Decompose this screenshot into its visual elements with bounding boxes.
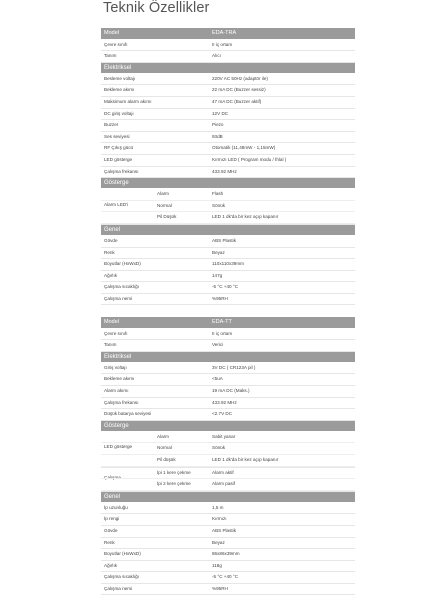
row-value: Sönük (212, 445, 226, 451)
row-value: -5 °C +40 °C (212, 574, 239, 580)
row-key: Boyutlar (HxWxD) (104, 551, 141, 557)
row-key: DC giriş voltajı (104, 110, 134, 116)
row-key: Maksimum alarm akımı (104, 98, 152, 104)
row-value: 12V DC (212, 110, 229, 116)
row-value: 433.92 MHz (212, 399, 237, 405)
row-key: Ağırlık (104, 562, 118, 568)
table-row (101, 526, 355, 538)
row-value: 47 mA DC (Buzzer aktif) (212, 98, 262, 104)
row-value: II iç ortam (212, 41, 233, 47)
table-row (101, 329, 355, 341)
row-key: Çalışma sıcaklığı (104, 574, 139, 580)
row-value: Otomatik (11,48mW - 1,15mW) (212, 145, 276, 151)
row-value: Sabit yanar (212, 433, 236, 439)
table-row (101, 143, 355, 155)
table-row (101, 386, 355, 398)
row-value: 110x110x39mm (212, 261, 245, 267)
table-row (101, 189, 355, 201)
row-value: 220V AC 50Hz (adaptör ile) (212, 75, 268, 81)
table-row (101, 236, 355, 248)
model-label: Model (104, 319, 119, 325)
table-row (101, 85, 355, 97)
spec-table-transmitter (101, 317, 355, 595)
row-value: Verici (212, 342, 224, 348)
row-value: Alarm pasif (212, 481, 235, 487)
group-label: LED gösterge (104, 444, 133, 450)
row-key: Ses seviyesi (104, 133, 130, 139)
row-key: Bekleme akımı (104, 376, 135, 382)
row-value: ABS Plastik (212, 527, 236, 533)
row-value: Sönük (212, 202, 226, 208)
row-mode: Normal (157, 202, 172, 208)
table-row (101, 503, 355, 515)
row-key: Çalışma frekansı (104, 168, 139, 174)
row-key: Bekleme akımı (104, 87, 135, 93)
row-value: 1,5 m (212, 504, 224, 510)
table-row (101, 132, 355, 144)
row-key: Ağırlık (104, 272, 118, 278)
row-key: Giriş voltajı (104, 364, 127, 370)
table-row (101, 109, 355, 121)
row-key: Gövde (104, 527, 118, 533)
row-value: Piezo (212, 122, 224, 128)
row-key: Çevre sınıfı (104, 41, 128, 47)
row-value: Alıcı (212, 53, 221, 59)
row-key: Renk (104, 539, 115, 545)
model-value: EDA-TT (212, 319, 232, 325)
row-key: Buzzer (104, 122, 119, 128)
row-key: Çalışma frekansı (104, 399, 139, 405)
table-row (101, 572, 355, 584)
row-key: Boyutlar (HxWxD) (104, 261, 141, 267)
row-key: İp uzunluğu (104, 504, 128, 510)
row-value: II iç ortam (212, 330, 233, 336)
table-row (101, 538, 355, 550)
spec-table-receiver (101, 28, 355, 305)
row-key: Düşük batarya seviyesi (104, 411, 152, 417)
row-value: <5uA (212, 376, 223, 382)
row-mode: İpi 1 kere çekme (157, 469, 191, 475)
indicator-group (101, 189, 355, 225)
row-value: %95RH (212, 585, 228, 591)
row-key: Çalışma nemi (104, 295, 133, 301)
row-key: Renk (104, 249, 115, 255)
row-key: Gövde (104, 237, 118, 243)
row-value: LED 1 dk'da bir kez açıp kapanır (212, 214, 279, 220)
model-label: Model (104, 30, 119, 36)
row-value: 3V DC ( CR123A pil ) (212, 364, 256, 370)
model-header-row (101, 28, 355, 40)
row-value: LED 1 dk'da bir kez açıp kapanır (212, 456, 279, 462)
table-row (101, 363, 355, 375)
table-row (101, 340, 355, 352)
row-key: Çalışma sıcaklığı (104, 284, 139, 290)
table-row (101, 514, 355, 526)
row-mode: Alarm (157, 191, 169, 197)
table-row (101, 212, 355, 224)
table-row (101, 201, 355, 213)
table-row (101, 455, 355, 467)
table-row (101, 271, 355, 283)
row-key: Tanım (104, 342, 117, 348)
model-header-row (101, 317, 355, 329)
row-value: Beyaz (212, 249, 225, 255)
table-row (101, 374, 355, 386)
row-key: LED gösterge (104, 156, 133, 162)
row-key: Çevre sınıfı (104, 330, 128, 336)
row-mode: İpi 2 kere çekme (157, 481, 191, 487)
row-value: ABS Plastik (212, 237, 236, 243)
row-mode: Pil Düşük (157, 214, 177, 220)
row-value: Beyaz (212, 539, 225, 545)
table-row (101, 259, 355, 271)
table-row (101, 549, 355, 561)
group-label: Alarm LED'i (104, 201, 129, 207)
row-value: <2.7V DC (212, 411, 233, 417)
table-row (101, 468, 355, 480)
model-value: EDA-TRA (212, 30, 237, 36)
table-row (101, 443, 355, 455)
table-row (101, 432, 355, 444)
table-row (101, 167, 355, 179)
table-row (101, 398, 355, 410)
row-mode: Normal (157, 445, 172, 451)
row-value: Kırmızı (212, 516, 227, 522)
table-row (101, 155, 355, 167)
row-value: -5 °C +40 °C (212, 284, 239, 290)
section-header-indicator: Gösterge (101, 421, 355, 432)
row-value: 433.92 MHz (212, 168, 237, 174)
section-header-general: Genel (101, 225, 355, 236)
table-row (101, 120, 355, 132)
led-indicator-group (101, 432, 355, 468)
row-value: 19 mA DC (Maks.) (212, 387, 250, 393)
page-title: Teknik Özellikler (103, 0, 210, 16)
row-key: Tanım (104, 53, 117, 59)
table-row (101, 51, 355, 63)
table-row (101, 74, 355, 86)
table-row (101, 282, 355, 294)
row-value: Kırmızı LED ( Program modu / İhlal ) (212, 156, 287, 162)
row-key: Çalışma nemi (104, 585, 133, 591)
row-mode: Pil düşük (157, 456, 176, 462)
row-value: 93dB (212, 133, 223, 139)
row-value: 22 mA DC (Buzzer sessiz) (212, 87, 266, 93)
section-header-electrical: Elektriksel (101, 63, 355, 74)
section-header-general: Genel (101, 492, 355, 503)
table-row (101, 40, 355, 52)
section-header-electrical: Elektriksel (101, 352, 355, 363)
row-value: 86x86x39mm (212, 551, 240, 557)
row-value: Alarm aktif (212, 469, 234, 475)
table-row (101, 584, 355, 595)
table-row (101, 409, 355, 421)
section-header-indicator: Gösterge (101, 178, 355, 189)
row-mode: Alarm (157, 433, 169, 439)
table-row (101, 561, 355, 573)
row-key: İp rengi (104, 516, 120, 522)
operation-group (101, 468, 355, 492)
row-value: %95RH (212, 295, 228, 301)
row-key: Alarm akımı (104, 387, 129, 393)
row-value: 147g (212, 272, 223, 278)
row-value: Flash (212, 191, 224, 197)
row-key: Besleme voltajı (104, 75, 136, 81)
row-key: RF Çıkış gücü (104, 145, 134, 151)
row-value: 118g (212, 562, 222, 568)
table-row (101, 479, 355, 491)
table-row (101, 97, 355, 109)
table-row (101, 294, 355, 306)
table-row (101, 248, 355, 260)
group-label: Çalışma (104, 474, 121, 480)
